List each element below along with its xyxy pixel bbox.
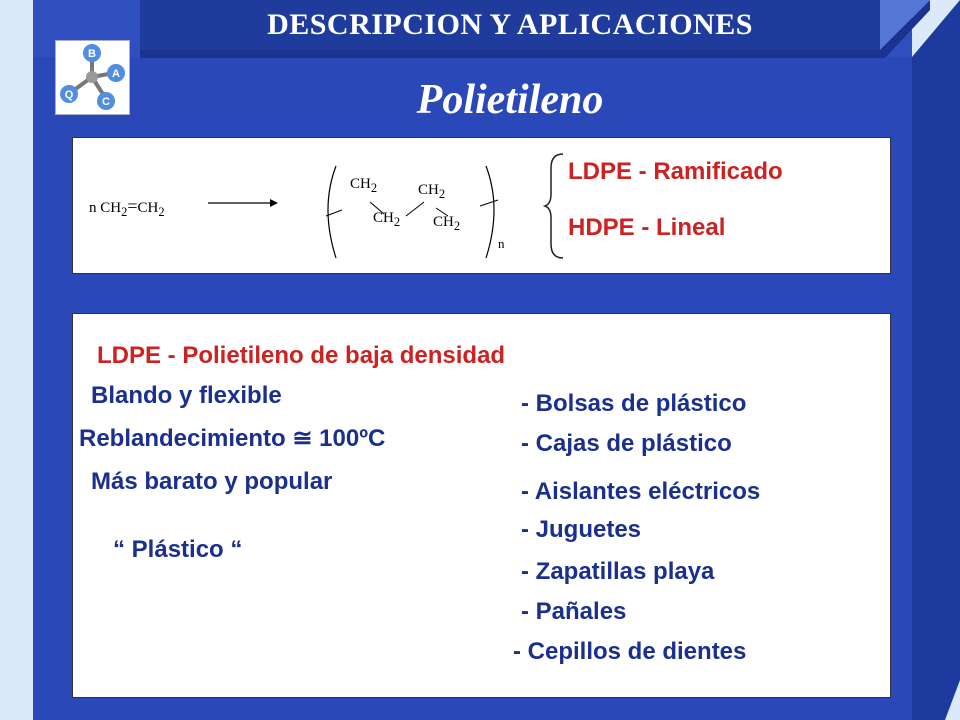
type-hdpe: HDPE - Lineal (568, 214, 726, 241)
polymer-unit-4: $CH_2$ (433, 214, 461, 233)
application-item: - Zapatillas playa (521, 558, 715, 585)
application-item: - Cepillos de dientes (513, 638, 747, 665)
reactant-ch2-b: CH (137, 200, 159, 216)
application-item: - Cajas de plástico (521, 430, 732, 457)
application-item: - Pañales (521, 598, 627, 625)
polymer-n: n (498, 236, 505, 251)
polymer-unit-2: $CH_2$ (373, 210, 401, 229)
slide-subtitle: Polietileno (416, 77, 604, 123)
polymer-unit-3: $CH_2$ (418, 182, 446, 201)
property-soft: Blando y flexible (91, 382, 282, 409)
ethylene-formula (89, 196, 165, 220)
reaction-arrow-icon (208, 196, 278, 210)
ldpe-details-box (72, 313, 891, 698)
application-item: - Bolsas de plástico (521, 390, 747, 417)
reactant-ch2-a: CH (100, 200, 122, 216)
logo-letter-b: B (88, 48, 96, 60)
logo-letter-q: Q (64, 89, 74, 101)
reactant-sub-b: 2 (158, 205, 165, 219)
application-item: - Juguetes (521, 516, 642, 543)
molecule-logo-icon (55, 40, 130, 115)
polymer-unit-1: $CH_2$ (350, 176, 378, 195)
reactant-n: n (89, 200, 97, 216)
logo-letter-a: A (112, 68, 120, 80)
property-cheap: Más barato y popular (91, 468, 333, 495)
ldpe-heading: LDPE - Polietileno de baja densidad (97, 342, 506, 369)
nickname-plastico: “ Plástico “ (113, 536, 243, 563)
double-bond: = (127, 196, 138, 216)
reaction-box (72, 137, 891, 274)
logo-letter-c: C (102, 96, 110, 108)
property-softening: Reblandecimiento ≅ 100ºC (79, 425, 386, 452)
application-item: - Aislantes eléctricos (521, 478, 761, 505)
type-ldpe: LDPE - Ramificado (568, 158, 783, 185)
slide-title: DESCRIPCION Y APLICACIONES (267, 8, 753, 41)
curly-brace-icon (543, 150, 567, 262)
polymer-structure (318, 158, 518, 268)
reactant-sub-a: 2 (121, 205, 128, 219)
